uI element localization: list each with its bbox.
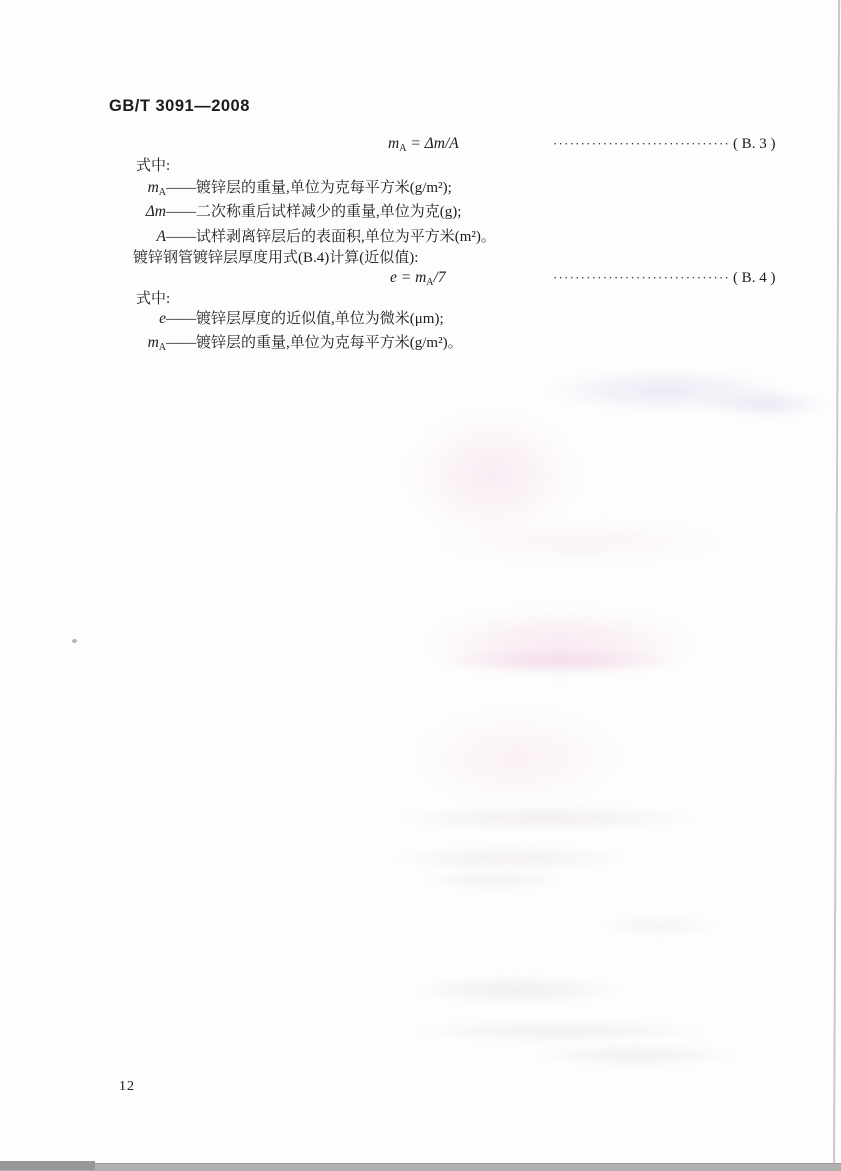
bleed-through-stain: [420, 608, 700, 678]
symbol-text: Δm: [145, 203, 166, 220]
bleed-through-stain: [415, 1020, 705, 1042]
formula-b4: [390, 268, 446, 293]
bleed-through-stain: [435, 648, 685, 674]
symbol: [122, 178, 166, 203]
symbol-definition-row: [122, 202, 461, 227]
formula-b3-leader: [553, 134, 775, 154]
formula-b3-subscript: A: [399, 143, 407, 154]
where-clause-label-b4: 式中:: [136, 291, 171, 307]
symbol: [122, 309, 166, 334]
formula-b3: [388, 134, 459, 159]
page-number: 12: [119, 1079, 135, 1094]
bleed-through-stain: [602, 916, 717, 936]
definition-text: ——镀锌层厚度的近似值,单位为微米(μm);: [166, 311, 444, 327]
formula-b4-expression: /7: [433, 269, 446, 286]
definition-text: ——二次称重后试样减少的重量,单位为克(g);: [166, 204, 462, 220]
bleed-through-stain: [396, 806, 696, 830]
bleed-through-stain: [426, 870, 561, 890]
body-paragraph: 镀锌钢管镀锌层厚度用式(B.4)计算(近似值):: [133, 250, 419, 266]
symbol-subscript: A: [158, 342, 166, 353]
formula-b3-leader-dots: ································: [553, 136, 730, 151]
bleed-through-stain: [412, 710, 622, 805]
definition-text: ——镀锌层的重量,单位为克每平方米(g/m²);: [166, 180, 452, 196]
formula-b3-reference: ( B. 3 ): [732, 136, 776, 152]
formula-b4-leader-dots: ································: [553, 270, 730, 285]
bleed-through-stain: [430, 522, 730, 562]
symbol-text: A: [156, 228, 166, 245]
standard-number-header: GB/T 3091—2008: [109, 97, 250, 115]
symbol-definition-row: [122, 333, 463, 358]
scan-edge-strip-dark: [0, 1161, 95, 1170]
bleed-through-stain: [536, 1044, 736, 1066]
definition-text: ——镀锌层的重量,单位为克每平方米(g/m²)。: [166, 335, 463, 351]
bleed-through-stain: [392, 846, 627, 870]
symbol-definition-row: [122, 178, 452, 203]
formula-b4-leader: [553, 268, 775, 288]
formula-b3-expression: = Δm/A: [406, 135, 459, 152]
formula-b4-variable: e = m: [390, 269, 427, 286]
symbol-text: e: [159, 310, 166, 327]
bleed-through-stain: [415, 976, 620, 1004]
formula-b4-reference: ( B. 4 ): [732, 270, 776, 286]
symbol-definition-row: [122, 309, 444, 334]
where-clause-label-b3: 式中:: [136, 158, 171, 174]
symbol: [122, 202, 166, 227]
bleed-through-stain: [405, 410, 580, 540]
bleed-through-stain: [700, 390, 830, 418]
symbol: [122, 333, 166, 358]
symbol-subscript: A: [158, 187, 166, 198]
symbol-text: m: [147, 179, 159, 196]
formula-b3-variable: m: [388, 135, 400, 152]
definition-text: ——试样剥离锌层后的表面积,单位为平方米(m²)。: [166, 229, 496, 245]
scan-speck: [72, 639, 77, 643]
bleed-through-stain: [540, 368, 790, 413]
symbol-text: m: [147, 334, 159, 351]
formula-b4-subscript: A: [426, 277, 434, 288]
page-edge-line: [833, 0, 840, 1170]
